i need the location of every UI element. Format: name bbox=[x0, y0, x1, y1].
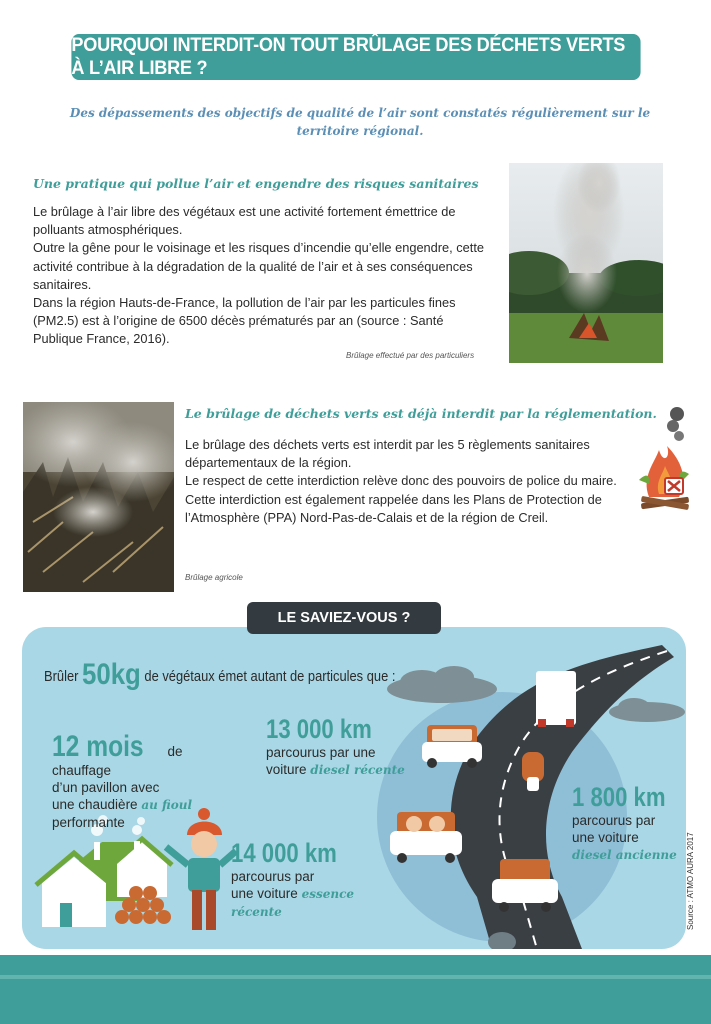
section1-heading: Une pratique qui pollue l’air et engendre des risques sanitaires bbox=[33, 176, 479, 191]
did-you-know-label: LE SAVIEZ-VOUS ? bbox=[247, 602, 441, 634]
page-subtitle: Des dépassements des objectifs de qualité de l’air sont constatés régulièrement sur le territoire régional. bbox=[69, 106, 651, 138]
fact-heating bbox=[52, 732, 242, 831]
intro-after: de végétaux émet autant de particules que : bbox=[144, 668, 396, 685]
smoke-photo bbox=[509, 163, 663, 363]
no-burning-icon bbox=[637, 402, 693, 514]
section2-paragraph: Cette interdiction est également rappelée dans les Plans de Protection de l’Atmosphère (PPA) Nord-Pas-de-Calais et de la région de Creil. bbox=[185, 491, 602, 525]
fact-heating-text: d’un pavillon avec bbox=[52, 780, 160, 795]
fact-diesel-recent-value: 13 000 km bbox=[266, 714, 372, 744]
section1-paragraph: Outre la gêne pour le voisinage et les risques d’incendie qu’elle engendre, cette activité contribue à la dégradation de la qualité de l’air et à ses conséquences sanitaires. bbox=[33, 240, 485, 292]
section1-caption: Brûlage effectué par des particuliers bbox=[346, 351, 475, 360]
fact-petrol-recent bbox=[231, 838, 381, 921]
section2-caption: Brûlage agricole bbox=[185, 573, 243, 582]
fact-diesel-recent bbox=[266, 714, 416, 779]
section1-paragraph: Le brûlage à l’air libre des végétaux est une activité fortement émettrice de polluants atmosphériques. bbox=[33, 204, 456, 238]
fact-petrol-recent-highlight: essence récente bbox=[231, 887, 355, 919]
fact-diesel-recent-highlight: diesel récente bbox=[310, 763, 405, 777]
fact-diesel-old-value: 1 800 km bbox=[572, 782, 666, 812]
fact-petrol-recent-text: parcourus par bbox=[231, 869, 315, 884]
intro-amount: 50kg bbox=[82, 658, 141, 691]
section1-paragraph: Dans la région Hauts-de-France, la pollution de l’air par les particules fines (PM2.5) est à l’origine de 6500 décès prématurés par an (source : Santé Publique France, 2016). bbox=[33, 295, 456, 347]
fact-diesel-old-text: parcourus par bbox=[572, 813, 656, 828]
fact-heating-highlight: au fioul bbox=[141, 798, 193, 812]
footer-divider bbox=[0, 975, 711, 979]
intro-sentence bbox=[44, 658, 395, 692]
fact-diesel-old bbox=[572, 782, 682, 864]
section2-paragraph: Le respect de cette interdiction relève donc des pouvoirs de police du maire. bbox=[185, 473, 617, 489]
source-note: Source : ATMO AURA 2017 bbox=[686, 832, 695, 930]
fact-heating-text: une chaudière bbox=[52, 797, 138, 812]
fact-diesel-recent-text: voiture bbox=[266, 762, 307, 777]
fact-petrol-recent-value: 14 000 km bbox=[231, 838, 337, 868]
fact-heating-value: 12 mois bbox=[52, 730, 144, 763]
fact-petrol-recent-text: une voiture bbox=[231, 886, 298, 901]
section2-paragraph: Le brûlage des déchets verts est interdit par les 5 règlements sanitaires départementaux de la région. bbox=[185, 437, 590, 471]
fact-diesel-recent-text: parcourus par une bbox=[266, 745, 376, 760]
fact-diesel-old-text: une voiture bbox=[572, 830, 639, 845]
section2-body bbox=[185, 436, 645, 527]
intro-before: Brûler bbox=[44, 668, 79, 685]
fact-heating-text: de chauffage bbox=[52, 744, 183, 778]
page-title: POURQUOI INTERDIT-ON TOUT BRÛLAGE DES DÉCHETS VERTS À L’AIR LIBRE ? bbox=[71, 34, 640, 80]
section1-body bbox=[33, 203, 491, 349]
footer-band bbox=[0, 955, 711, 1024]
fact-heating-text: performante bbox=[52, 815, 125, 830]
agricultural-burning-photo bbox=[23, 402, 174, 592]
fact-diesel-old-highlight: diesel ancienne bbox=[572, 848, 677, 862]
section2-heading: Le brûlage de déchets verts est déjà interdit par la réglementation. bbox=[185, 406, 657, 421]
